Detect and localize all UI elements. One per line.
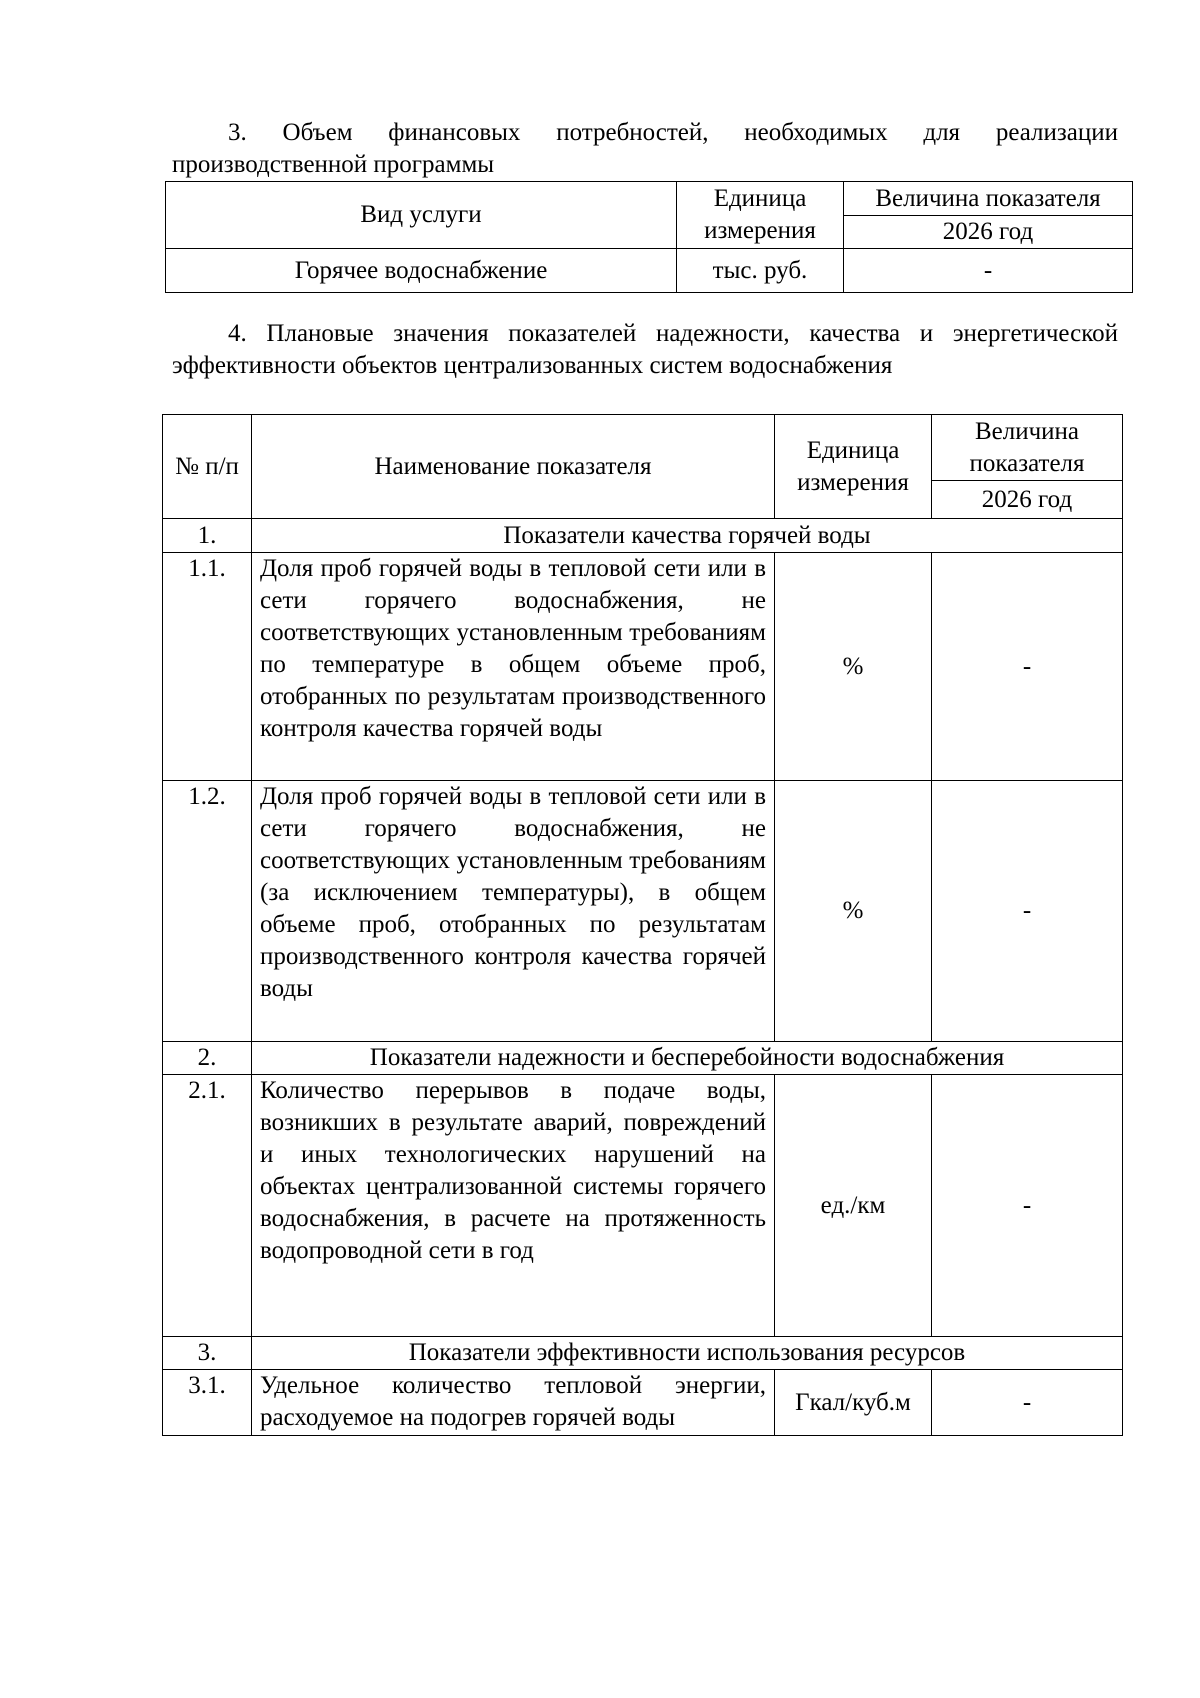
col-header-year: 2026 год [932,481,1123,519]
value-cell: - [844,249,1133,293]
section-3-title: Объем финансовых потребностей, необходимых для реализации производственной программы [172,119,1119,178]
table-row [163,553,1123,781]
table-row [163,1075,1123,1337]
item-unit: Гкал/куб.м [775,1370,932,1436]
item-name: Удельное количество тепловой энергии, расходуемое на подогрев горячей воды [252,1370,775,1436]
table-row [166,249,1133,293]
table-row [163,1370,1123,1436]
item-unit: ед./км [775,1075,932,1337]
item-num: 2.1. [163,1075,252,1337]
col-header-service: Вид услуги [166,182,677,249]
item-value: - [932,781,1123,1042]
section-4-number: 4. [228,320,247,347]
table-row [163,781,1123,1042]
item-name: Количество перерывов в подаче воды, возникших в результате аварий, повреждений и иных технологических нарушений на объектах централизованной системы горячего водоснабжения, в расчете на протяженность водопроводной сети в год [252,1075,775,1337]
indicators-table [162,414,1123,1436]
col-header-year: 2026 год [844,216,1133,249]
group-row [163,1337,1123,1370]
item-num: 1.2. [163,781,252,1042]
col-header-unit: Единица измерения [677,182,844,249]
section-3-number: 3. [228,119,247,146]
item-value: - [932,553,1123,781]
item-unit: % [775,553,932,781]
col-header-value: Величина показателя [844,182,1133,216]
item-name: Доля проб горячей воды в тепловой сети или в сети горячего водоснабжения, не соответствующих установленным требованиям (за исключением температуры), в общем объеме проб, отобранных по результатам производственного контроля качества горячей воды [252,781,775,1042]
col-header-value: Величина показателя [932,415,1123,481]
section-4-title: Плановые значения показателей надежности, качества и энергетической эффективности объектов централизованных систем водоснабжения [172,320,1118,379]
item-value: - [932,1370,1123,1436]
col-header-num: № п/п [163,415,252,519]
group-title: Показатели качества горячей воды [252,519,1123,553]
col-header-name: Наименование показателя [252,415,775,519]
financial-needs-table [165,181,1133,293]
item-value: - [932,1075,1123,1337]
item-num: 3.1. [163,1370,252,1436]
group-num: 2. [163,1042,252,1075]
group-title: Показатели надежности и бесперебойности водоснабжения [252,1042,1123,1075]
item-name: Доля проб горячей воды в тепловой сети или в сети горячего водоснабжения, не соответствующих установленным требованиям по температуре в общем объеме проб, отобранных по результатам производственного контроля качества горячей воды [252,553,775,781]
item-num: 1.1. [163,553,252,781]
unit-cell: тыс. руб. [677,249,844,293]
group-row [163,1042,1123,1075]
item-unit: % [775,781,932,1042]
service-cell: Горячее водоснабжение [166,249,677,293]
section-3-heading [172,117,1118,181]
group-num: 1. [163,519,252,553]
group-row [163,519,1123,553]
section-4-heading [172,318,1118,382]
group-num: 3. [163,1337,252,1370]
group-title: Показатели эффективности использования ресурсов [252,1337,1123,1370]
col-header-unit: Единица измерения [775,415,932,519]
